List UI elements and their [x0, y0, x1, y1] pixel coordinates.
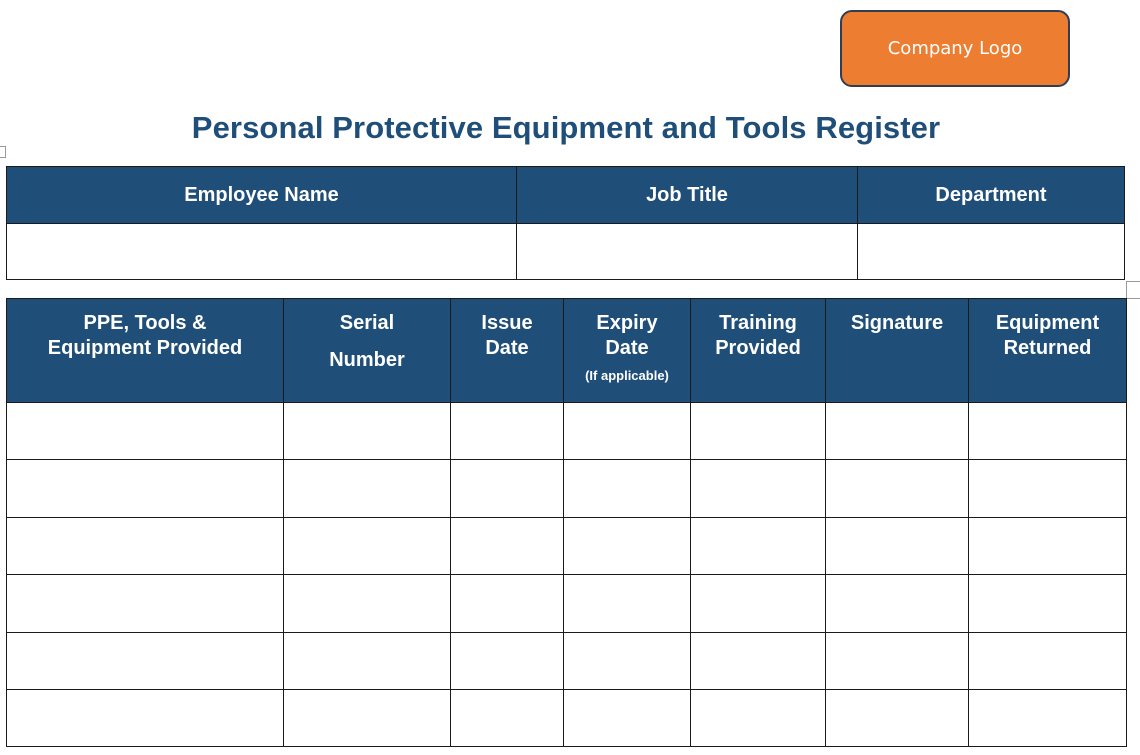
header-line: Date	[485, 337, 529, 359]
serial-number-cell[interactable]	[284, 689, 451, 746]
returned-cell[interactable]	[969, 403, 1127, 460]
training-cell[interactable]	[691, 689, 826, 746]
employee-name-cell[interactable]	[7, 224, 517, 280]
ppe-provided-header	[7, 299, 284, 403]
issue-date-cell[interactable]	[451, 403, 564, 460]
page-title: Personal Protective Equipment and Tools Register	[191, 110, 941, 145]
table-row	[7, 403, 1127, 460]
table-row	[7, 517, 1127, 574]
signature-cell[interactable]	[826, 689, 969, 746]
serial-number-cell[interactable]	[284, 460, 451, 517]
returned-cell[interactable]	[969, 460, 1127, 517]
ppe-register-table	[6, 298, 1127, 747]
header-line: Expiry	[596, 312, 658, 334]
issue-date-header	[451, 299, 564, 403]
header-line: Returned	[1003, 337, 1092, 359]
serial-number-cell[interactable]	[284, 575, 451, 632]
employee-header-row	[7, 167, 1125, 224]
header-line: Number	[329, 349, 405, 371]
header-line: Date	[605, 337, 649, 359]
ppe-item-cell[interactable]	[7, 517, 284, 574]
expiry-date-cell[interactable]	[564, 460, 691, 517]
returned-cell[interactable]	[969, 632, 1127, 689]
expiry-date-cell[interactable]	[564, 517, 691, 574]
company-logo: Company Logo	[840, 10, 1070, 87]
issue-date-cell[interactable]	[451, 575, 564, 632]
table-resize-handle[interactable]	[1126, 281, 1140, 299]
expiry-date-header	[564, 299, 691, 403]
employee-name-header: Employee Name	[7, 167, 517, 224]
training-cell[interactable]	[691, 575, 826, 632]
expiry-date-cell[interactable]	[564, 403, 691, 460]
expiry-date-cell[interactable]	[564, 689, 691, 746]
training-cell[interactable]	[691, 403, 826, 460]
ppe-item-cell[interactable]	[7, 689, 284, 746]
department-cell[interactable]	[858, 224, 1125, 280]
signature-cell[interactable]	[826, 632, 969, 689]
table-row	[7, 575, 1127, 632]
returned-cell[interactable]	[969, 689, 1127, 746]
ppe-item-cell[interactable]	[7, 460, 284, 517]
issue-date-cell[interactable]	[451, 632, 564, 689]
ppe-item-cell[interactable]	[7, 632, 284, 689]
signature-header	[826, 299, 969, 403]
training-provided-header	[691, 299, 826, 403]
returned-cell[interactable]	[969, 575, 1127, 632]
table-row	[7, 689, 1127, 746]
table-row	[7, 632, 1127, 689]
header-line: Equipment	[995, 312, 1100, 334]
header-line: Issue	[481, 312, 533, 334]
header-line: Serial	[339, 312, 395, 334]
serial-number-header	[284, 299, 451, 403]
returned-cell[interactable]	[969, 517, 1127, 574]
employee-input-row	[7, 224, 1125, 280]
header-line: PPE, Tools &	[83, 312, 207, 334]
department-header: Department	[858, 167, 1125, 224]
serial-number-cell[interactable]	[284, 403, 451, 460]
training-cell[interactable]	[691, 460, 826, 517]
register-header-row	[7, 299, 1127, 403]
issue-date-cell[interactable]	[451, 460, 564, 517]
header-line: Signature	[850, 312, 944, 334]
serial-number-cell[interactable]	[284, 517, 451, 574]
training-cell[interactable]	[691, 632, 826, 689]
signature-cell[interactable]	[826, 517, 969, 574]
ppe-item-cell[interactable]	[7, 575, 284, 632]
issue-date-cell[interactable]	[451, 517, 564, 574]
header-line: Training	[719, 312, 797, 334]
header-note: (If applicable)	[585, 368, 669, 383]
ppe-item-cell[interactable]	[7, 403, 284, 460]
job-title-header: Job Title	[517, 167, 858, 224]
equipment-returned-header	[969, 299, 1127, 403]
serial-number-cell[interactable]	[284, 632, 451, 689]
training-cell[interactable]	[691, 517, 826, 574]
job-title-cell[interactable]	[517, 224, 858, 280]
expiry-date-cell[interactable]	[564, 575, 691, 632]
employee-info-table	[6, 166, 1125, 280]
expiry-date-cell[interactable]	[564, 632, 691, 689]
table-move-handle[interactable]	[0, 146, 6, 158]
table-row	[7, 460, 1127, 517]
signature-cell[interactable]	[826, 403, 969, 460]
signature-cell[interactable]	[826, 575, 969, 632]
issue-date-cell[interactable]	[451, 689, 564, 746]
header-line: Provided	[715, 337, 801, 359]
header-line: Equipment Provided	[47, 337, 243, 359]
signature-cell[interactable]	[826, 460, 969, 517]
